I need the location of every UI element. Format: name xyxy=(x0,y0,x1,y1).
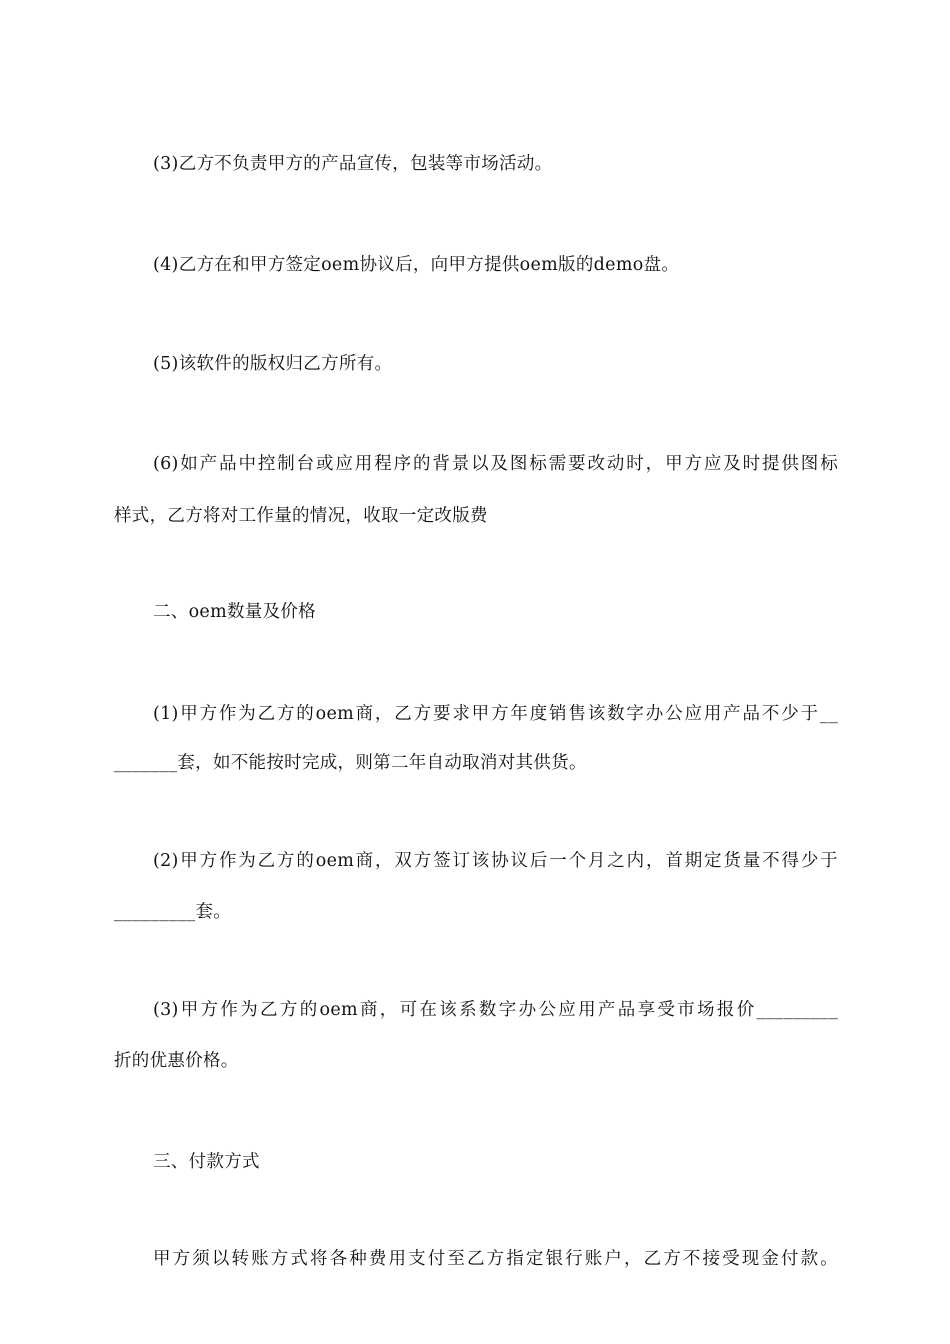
clause-2-2-line-2: _________套。 xyxy=(114,902,232,922)
clause-2-2-line-1: (2)甲方作为乙方的oem商，双方签订该协议后一个月之内，首期定货量不得少于 xyxy=(153,851,838,871)
clause-5-copyright: (5)该软件的版权归乙方所有。 xyxy=(153,354,393,374)
payment-clause: 甲方须以转账方式将各种费用支付至乙方指定银行账户，乙方不接受现金付款。 xyxy=(153,1249,838,1269)
clause-4-demo-disk: (4)乙方在和甲方签定oem协议后，向甲方提供oem版的demo盘。 xyxy=(153,255,680,275)
clause-2-3-line-2: 折的优惠价格。 xyxy=(114,1051,239,1071)
clause-2-1-line-2: _______套，如不能按时完成，则第二年自动取消对其供货。 xyxy=(114,753,587,773)
clause-6-line-1: (6)如产品中控制台或应用程序的背景以及图标需要改动时，甲方应及时提供图标 xyxy=(153,454,838,474)
clause-2-1-line-1: (1)甲方作为乙方的oem商，乙方要求甲方年度销售该数字办公应用产品不少于__ xyxy=(153,704,838,724)
section-3-heading: 三、付款方式 xyxy=(153,1152,260,1172)
section-2-heading: 二、oem数量及价格 xyxy=(153,602,316,622)
clause-6-line-2: 样式，乙方将对工作量的情况，收取一定改版费 xyxy=(114,506,488,526)
clause-3-marketing: (3)乙方不负责甲方的产品宣传，包装等市场活动。 xyxy=(153,154,553,174)
clause-2-3-line-1: (3)甲方作为乙方的oem商，可在该系数字办公应用产品享受市场报价_________ xyxy=(153,1000,838,1020)
